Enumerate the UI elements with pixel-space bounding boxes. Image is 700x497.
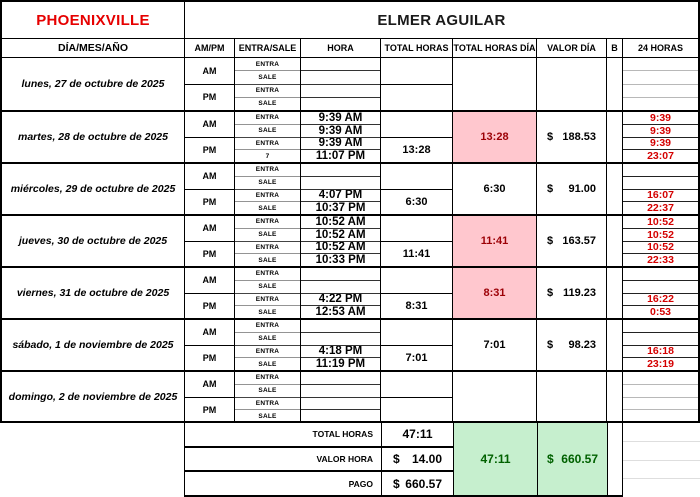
total-horas-am-cell[interactable] [381,164,452,190]
total-horas-pm-cell[interactable]: 6:30 [405,195,428,208]
total-horas-dia-cell[interactable]: 13:28 [453,112,537,162]
currency-symbol: $ [547,452,554,466]
time-cell[interactable] [301,71,380,84]
gridline [623,479,700,497]
time-cell[interactable] [301,385,380,398]
total-horas-pm-cell[interactable] [381,398,452,423]
col-header-hora: HORA [301,39,381,57]
currency-symbol: $ [547,339,554,351]
b-cell[interactable] [607,423,623,497]
ampm-cell: AM [185,320,234,346]
time-cell[interactable] [301,372,380,385]
h24-cell[interactable]: 0:53 [649,306,671,318]
time-cell[interactable]: 11:07 PM [315,150,366,162]
gridline [623,442,700,461]
time-cell[interactable] [301,58,380,71]
time-cell[interactable]: 10:52 AM [301,229,380,242]
total-horas-am-cell[interactable] [381,58,452,85]
h24-cell[interactable] [623,164,698,177]
time-cell[interactable]: 12:53 AM [315,306,366,318]
ampm-cell: AM [185,216,234,242]
pago-label: PAGO [348,478,373,489]
entra-sale-label: ENTRA [235,138,300,151]
day-block-martes [2,110,698,162]
h24-cell[interactable] [623,71,698,84]
time-cell[interactable]: 4:07 PM [301,190,380,203]
gridline [623,461,700,480]
entra-sale-label: ENTRA [235,268,300,281]
valor-dia-cell[interactable] [537,320,607,370]
entra-sale-label: SALE [235,125,300,138]
h24-cell[interactable]: 23:07 [647,150,674,162]
valor-dia-cell[interactable] [537,216,607,266]
summary-values [381,423,453,497]
currency-symbol: $ [393,452,400,466]
time-cell[interactable] [301,85,380,98]
valor-dia-cell[interactable] [537,372,607,422]
time-cell[interactable]: 10:52 AM [301,216,380,229]
title-row [2,2,698,39]
ampm-cell: AM [185,112,234,138]
day-block-domingo [2,370,698,422]
day-label: jueves, 30 de octubre de 2025 [2,216,185,266]
total-horas-am-cell[interactable] [381,112,452,138]
entra-sale-label: ENTRA [235,398,300,411]
entra-sale-label: ENTRA [235,216,300,229]
h24-cell[interactable] [623,281,698,294]
total-horas-pm-cell[interactable]: 13:28 [402,143,431,156]
time-cell[interactable]: 4:18 PM [301,346,380,359]
ampm-cell: PM [202,196,217,207]
time-cell[interactable] [301,281,380,294]
total-horas-dia-cell[interactable] [453,372,537,422]
ampm-cell: PM [202,352,217,363]
column-header-row [2,39,698,58]
b-cell[interactable] [607,320,623,370]
col-header-total-horas: TOTAL HORAS [381,39,453,57]
entra-sale-label: SALE [235,333,300,346]
time-cell[interactable]: 10:52 AM [301,242,380,255]
ampm-cell: PM [202,144,217,155]
h24-cell[interactable] [623,410,698,422]
entra-sale-label: ENTRA [235,294,300,307]
currency-symbol: $ [547,287,554,299]
time-cell[interactable]: 10:37 PM [315,202,366,214]
col-header-24-horas: 24 HORAS [637,43,683,53]
b-cell[interactable] [607,268,623,318]
currency-amount: 119.23 [562,287,596,299]
h24-cell[interactable]: 10:52 [623,216,698,229]
day-block-miercoles [2,162,698,214]
entra-sale-label: SALE [235,71,300,84]
b-cell[interactable] [607,372,623,422]
h24-cell[interactable]: 16:18 [623,346,698,359]
time-cell[interactable] [301,268,380,281]
col-header-b: B [607,39,623,57]
entra-sale-label: SALE [258,204,277,212]
currency-symbol: $ [547,235,554,247]
summary-section [0,421,700,497]
entra-sale-label: ENTRA [235,320,300,333]
h24-cell[interactable] [623,398,698,411]
currency-amount: 91.00 [568,183,596,195]
employee-name: ELMER AGUILAR [377,11,506,29]
entra-sale-label: ENTRA [235,164,300,177]
entra-sale-label: SALE [258,412,277,420]
time-cell[interactable] [301,410,380,422]
currency-amount: 660.57 [405,476,442,491]
total-horas-am-cell[interactable] [381,268,452,294]
ampm-cell: PM [202,92,217,103]
entra-sale-label: ENTRA [235,372,300,385]
valor-dia-cell[interactable] [537,58,607,110]
day-label: miércoles, 29 de octubre de 2025 [2,164,185,214]
total-horas-dia-cell[interactable]: 11:41 [453,216,537,266]
time-cell[interactable] [301,177,380,190]
entra-sale-label: 7 [265,152,270,160]
ampm-cell: AM [185,164,234,190]
entra-sale-label: ENTRA [235,346,300,359]
entra-sale-label: ENTRA [235,85,300,98]
h24-cell[interactable]: 16:22 [623,294,698,307]
currency-amount: 98.23 [568,339,596,351]
day-block-viernes [2,266,698,318]
h24-cell[interactable] [623,58,698,71]
total-horas-dia-cell[interactable]: 8:31 [453,268,537,318]
ampm-cell: AM [185,58,234,85]
day-label: viernes, 31 de octubre de 2025 [2,268,185,318]
day-block-sabado [2,318,698,370]
total-horas-summary-value[interactable]: 47:11 [382,423,453,448]
time-cell[interactable] [301,98,380,110]
col-header-ampm: AM/PM [185,39,235,57]
entra-sale-label: ENTRA [235,190,300,203]
h24-cell[interactable] [623,333,698,346]
currency-symbol: $ [393,476,400,491]
total-horas-dia-cell[interactable]: 7:01 [453,320,537,370]
h24-cell[interactable]: 22:37 [647,202,674,214]
valor-dia-cell[interactable] [537,268,607,318]
total-horas-dia-cell[interactable]: 6:30 [453,164,537,214]
h24-cell[interactable]: 9:39 [623,138,698,151]
currency-symbol: $ [547,131,554,143]
b-cell[interactable] [607,164,623,214]
pago-value[interactable] [382,472,453,495]
time-cell[interactable] [301,333,380,346]
col-header-dia: DÍA/MES/AÑO [2,39,185,57]
grand-total-valor-cell[interactable] [537,423,607,497]
entra-sale-label: SALE [258,360,277,368]
valor-dia-cell[interactable] [537,164,607,214]
time-cell[interactable]: 9:39 AM [301,112,380,125]
day-block-jueves [2,214,698,266]
total-horas-summary-label: TOTAL HORAS [185,423,381,448]
valor-dia-cell[interactable] [537,112,607,162]
time-cell[interactable]: 9:39 AM [301,125,380,138]
entra-sale-label: SALE [258,308,277,316]
h24-cell[interactable]: 23:19 [647,358,674,370]
ampm-cell: PM [202,404,217,415]
ampm-cell: PM [202,300,217,311]
day-block-lunes [2,58,698,110]
total-horas-am-cell[interactable] [381,320,452,346]
summary-blank-cell [0,423,185,497]
summary-labels [185,423,381,497]
currency-amount: 163.57 [562,235,596,247]
ampm-cell: PM [202,248,217,259]
h24-cell[interactable]: 10:52 [623,229,698,242]
entra-sale-label: SALE [235,229,300,242]
h24-cell[interactable]: 16:07 [623,190,698,203]
currency-amount: 188.53 [562,131,596,143]
currency-symbol: $ [547,183,554,195]
total-horas-pm-cell[interactable]: 11:41 [402,247,431,260]
currency-amount: 660.57 [561,452,598,466]
b-cell[interactable] [607,112,623,162]
entra-sale-label: SALE [235,385,300,398]
time-cell[interactable]: 11:19 PM [315,358,366,370]
ampm-cell: AM [185,372,234,398]
h24-cell[interactable] [623,177,698,190]
total-horas-pm-cell[interactable] [381,85,452,111]
ampm-cell: AM [185,268,234,294]
col-header-valor-dia: VALOR DÍA [537,39,607,57]
day-label: domingo, 2 de noviembre de 2025 [2,372,185,422]
time-cell[interactable]: 4:22 PM [301,294,380,307]
day-label: lunes, 27 de octubre de 2025 [2,58,185,110]
entra-sale-label: SALE [258,100,277,108]
col-header-entra-sale: ENTRA/SALE [235,39,301,57]
total-horas-pm-cell[interactable]: 7:01 [405,351,428,364]
time-cell[interactable]: 9:39 AM [301,138,380,151]
h24-cell[interactable]: 22:33 [647,254,674,266]
h24-cell[interactable] [623,85,698,98]
col-header-total-horas-dia: TOTAL HORAS DÍA [453,39,537,57]
time-cell[interactable] [301,398,380,411]
currency-amount: 14.00 [411,452,442,466]
entra-sale-label: SALE [235,177,300,190]
h24-cell[interactable]: 9:39 [623,112,698,125]
h24-cell[interactable]: 10:52 [623,242,698,255]
h24-cell[interactable] [623,268,698,281]
h24-cell[interactable] [623,372,698,385]
entra-sale-label: SALE [235,281,300,294]
entra-sale-label: SALE [258,256,277,264]
total-horas-am-cell[interactable] [381,216,452,242]
grand-total-horas-cell[interactable]: 47:11 [453,423,537,497]
gridline-area [623,423,700,497]
h24-cell[interactable] [623,98,698,110]
entra-sale-label: ENTRA [235,112,300,125]
entra-sale-label: ENTRA [235,242,300,255]
valor-hora-value[interactable] [382,448,453,473]
gridline [623,423,700,442]
entra-sale-label: ENTRA [235,58,300,71]
b-cell[interactable] [607,216,623,266]
day-label: sábado, 1 de noviembre de 2025 [2,320,185,370]
location-title: PHOENIXVILLE [2,2,185,38]
h24-cell[interactable] [623,320,698,333]
total-horas-dia-cell[interactable] [453,58,537,110]
total-horas-am-cell[interactable] [381,372,452,398]
valor-hora-label: VALOR HORA [185,448,381,473]
time-cell[interactable] [301,164,380,177]
time-cell[interactable] [301,320,380,333]
b-cell[interactable] [607,58,623,110]
h24-cell[interactable] [623,385,698,398]
total-horas-pm-cell[interactable]: 8:31 [405,299,428,312]
time-cell[interactable]: 10:33 PM [315,254,366,266]
day-label: martes, 28 de octubre de 2025 [2,112,185,162]
h24-cell[interactable]: 9:39 [623,125,698,138]
